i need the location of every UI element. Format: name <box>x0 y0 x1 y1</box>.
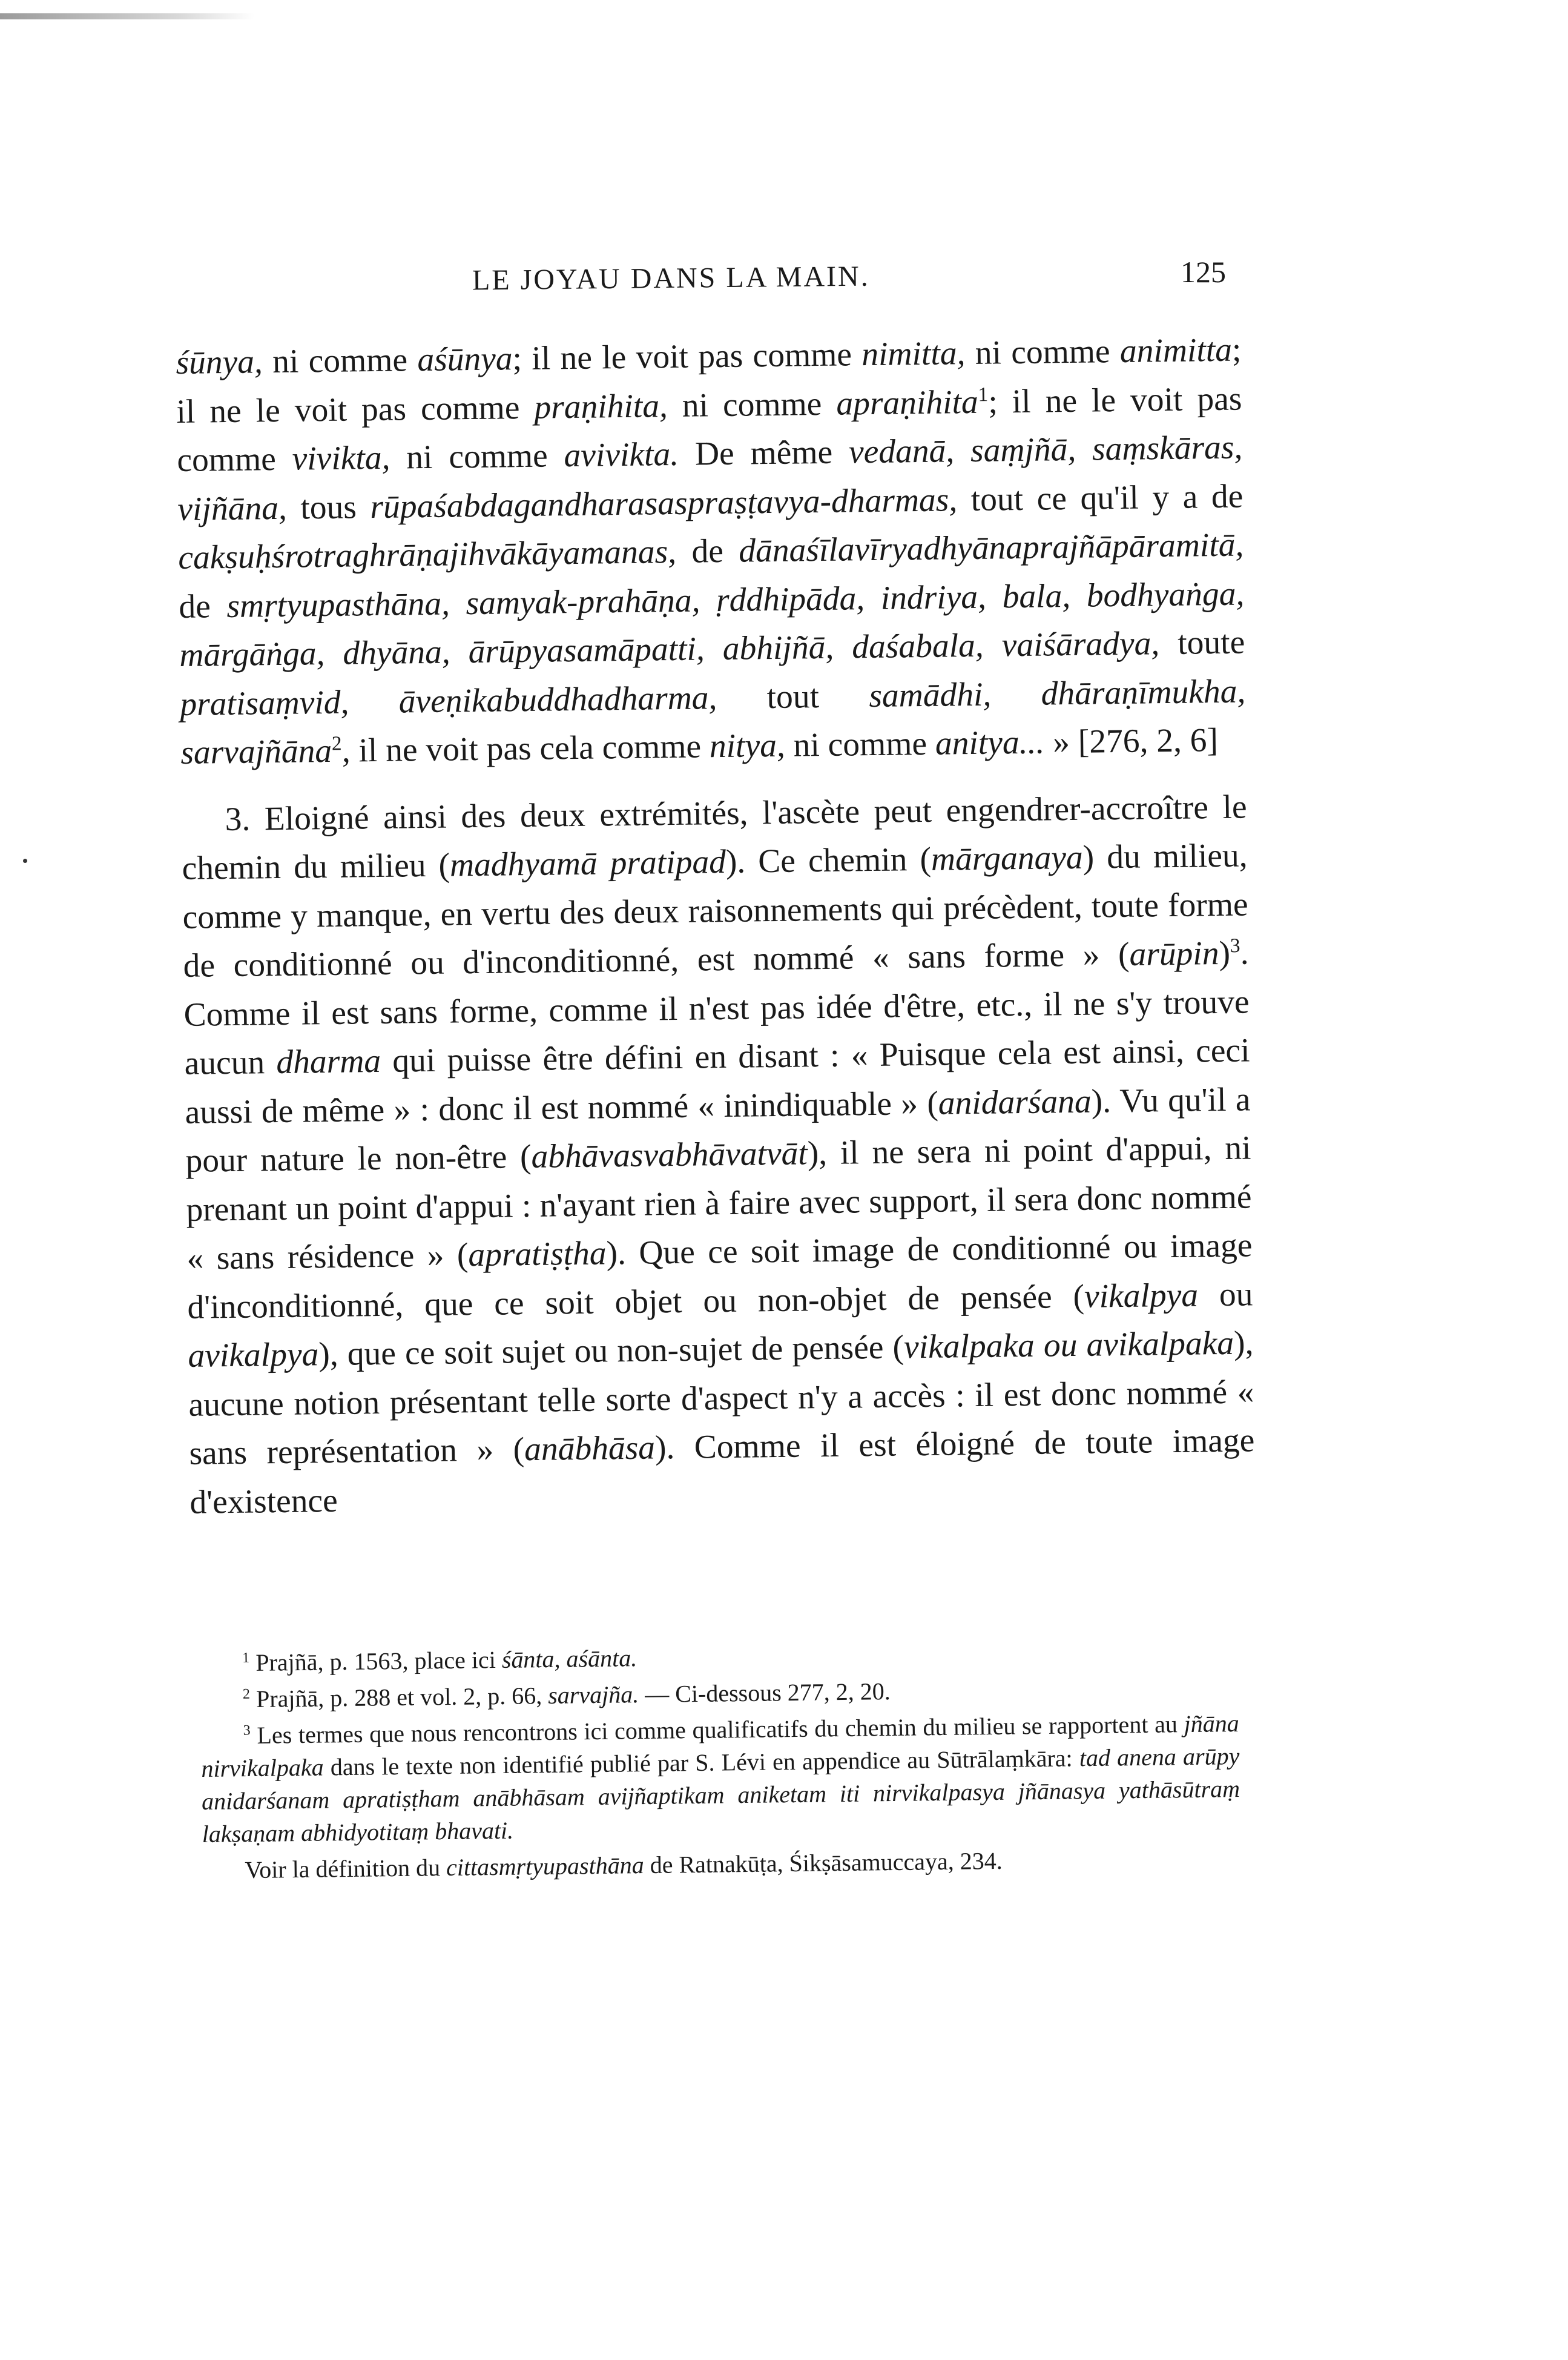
text-run: ). Comme il est éloigné de toute image d'existence <box>189 1422 1255 1521</box>
text-run: ni comme <box>390 437 564 477</box>
text-run: ; il ne le voit pas comme <box>176 331 1242 431</box>
italic-term: apraṇihita <box>835 383 979 423</box>
italic-term: śānta, aśānta. <box>501 1644 637 1673</box>
page-number: 125 <box>1181 255 1226 289</box>
italic-term: madhyamā pratipad <box>449 843 726 884</box>
text-run: ). Que ce soit image de conditionné ou image d'inconditionné, que ce soit objet ou non-objet de pensée ( <box>187 1227 1253 1326</box>
italic-term: śūnya, <box>176 343 263 382</box>
text-run: ). Vu qu'il a pour nature le non-être ( <box>185 1080 1251 1180</box>
italic-term: aśūnya <box>417 340 513 379</box>
text-run: ), il ne sera ni point d'appui, ni prenant un point d'appui : n'ayant rien à faire avec support, il sera donc nommé « sans résidence » ( <box>186 1129 1252 1277</box>
footnote-marker: 1 <box>242 1650 250 1666</box>
text-run: De même <box>678 434 849 473</box>
italic-term: avivikta. <box>564 435 679 475</box>
footnote-marker: 1 <box>978 383 989 406</box>
footnote-marker: 3 <box>1230 934 1240 957</box>
text-run: , il ne voit pas cela comme <box>341 728 710 770</box>
italic-term: abhāvasvabhāvatvāt <box>531 1135 808 1175</box>
footnote-marker: 3 <box>243 1722 251 1739</box>
italic-term: arūpin <box>1129 935 1219 973</box>
text-run: ni comme <box>785 725 936 764</box>
margin-mark <box>23 859 27 863</box>
italic-term: praṇihita, <box>534 387 668 426</box>
text-run: dans le texte non identifié publié par S. Lévi en appendice au Sūtrālaṃkāra: <box>323 1744 1080 1781</box>
footnote-3 <box>200 1707 1240 1851</box>
text-run: de <box>179 587 227 626</box>
text-run: — Ci-dessous 277, 2, 20. <box>638 1677 891 1708</box>
italic-term: vedanā, saṃjñā, saṃskāras, vijñāna, <box>177 429 1243 528</box>
italic-term: anidarśana <box>938 1083 1092 1122</box>
footnotes <box>200 1634 1241 1891</box>
italic-term: nimitta, <box>861 335 966 374</box>
paragraph-section-3 <box>181 783 1256 1527</box>
italic-term: anābhāsa <box>524 1429 656 1469</box>
italic-term: smṛtyupasthāna, samyak-prahāṇa, ṛddhipāda, indriya, bala, bodhyaṅga, mārgāṅga, dhyāna, ārūpyasamāpatti, abhijñā, daśabala, vaiśāradya, <box>179 575 1245 674</box>
italic-term: mārganaya <box>931 839 1084 878</box>
text-run: ni comme <box>262 342 418 381</box>
italic-term: avikalpya <box>188 1336 319 1375</box>
italic-term: jñāna nirvikalpaka <box>201 1710 1239 1782</box>
text-run: Prajñā, p. 288 et vol. 2, p. 66, <box>249 1681 548 1713</box>
italic-term: nitya, <box>709 727 786 765</box>
italic-term: sarvajña. <box>547 1681 639 1709</box>
text-run: Voir la définition du <box>245 1854 447 1884</box>
italic-term: dharma <box>276 1042 381 1082</box>
text-run: ni comme <box>667 385 837 425</box>
italic-term: rūpaśabdagandharasaspraṣṭavya-dharmas, <box>370 481 958 526</box>
text-run: . Comme il est sans forme, comme il n'est pas idée d'être, etc., il ne s'y trouve aucun <box>183 934 1250 1082</box>
text-run: ). Ce chemin ( <box>725 841 932 881</box>
scan-edge-mark <box>0 13 254 19</box>
text-run: Prajñā, p. 1563, place ici <box>249 1645 502 1676</box>
italic-term: anitya... <box>935 724 1045 762</box>
text-run: ), aucune notion présentant telle sorte d'aspect n'y a accès : il est donc nommé « sans représentation » ( <box>188 1324 1254 1472</box>
text-run: 3. Eloigné ainsi des deux extrémités, l'ascète peut engendrer-accroître le chemin du milieu ( <box>182 788 1247 887</box>
italic-term: vikalpaka ou avikalpaka <box>903 1324 1234 1366</box>
italic-term: vikalpya <box>1084 1276 1199 1315</box>
main-text <box>176 326 1256 1527</box>
italic-term: cittasmṛtyupasthāna <box>446 1851 644 1882</box>
text-run: de <box>676 532 739 570</box>
italic-term: apratiṣṭha <box>468 1235 607 1274</box>
text-run: » [276, 2, 6] <box>1044 722 1219 761</box>
text-run: Les termes que nous rencontrons ici comme qualificatifs du chemin du milieu se rapportent au <box>250 1710 1184 1749</box>
text-run: ) du milieu, comme y manque, en vertu des deux raisonnements qui précèdent, toute forme de conditionné ou d'inconditionné, est nommé « sans forme » ( <box>182 837 1248 985</box>
text-run: ) <box>1219 934 1231 973</box>
text-run: tout <box>716 677 869 716</box>
italic-term: samādhi, dhāraṇīmukha, sarvajñāna <box>180 672 1246 772</box>
text-run: tout ce qu'il y a de <box>957 477 1244 518</box>
running-title: LE JOYAU DANS LA MAIN. <box>472 260 870 297</box>
italic-term: pratisaṃvid, āveṇikabuddhadharma, <box>179 679 717 723</box>
italic-term: animitta <box>1119 331 1233 370</box>
italic-term: tad anena arūpy anidarśanam apratiṣṭham anābhāsam avijñaptikam aniketam iti nirvikalpasya jñānasya yathāsūtraṃ lakṣaṇam abhidyotitaṃ bhavati. <box>201 1742 1240 1848</box>
text-run: de Ratnakūṭa, Śikṣāsamuccaya, 234. <box>644 1846 1003 1879</box>
italic-term: vivikta, <box>292 439 390 478</box>
footnote-marker: 2 <box>242 1686 251 1702</box>
italic-term: cakṣuḥśrotraghrāṇajihvākāyamanas, <box>178 533 677 577</box>
italic-term: dānaśīlavīryadhyānaprajñāpāramitā, <box>738 526 1244 570</box>
text-run: ; il ne le voit pas comme <box>177 380 1242 479</box>
text-run: ni comme <box>965 332 1121 372</box>
text-run: toute <box>1159 624 1245 663</box>
footnote-marker: 2 <box>331 732 342 755</box>
text-run: tous <box>286 488 371 527</box>
text-run: ou <box>1197 1275 1253 1314</box>
paragraph-continuation <box>176 326 1247 778</box>
text-run: ), que ce soit sujet ou non-sujet de pensée ( <box>318 1329 904 1373</box>
text-run: qui puisse être défini en disant : « Puisque cela est ainsi, ceci aussi de même » : donc il est nommé « inindiquable » ( <box>185 1032 1250 1131</box>
text-run: ; il ne le voit pas comme <box>512 336 862 378</box>
